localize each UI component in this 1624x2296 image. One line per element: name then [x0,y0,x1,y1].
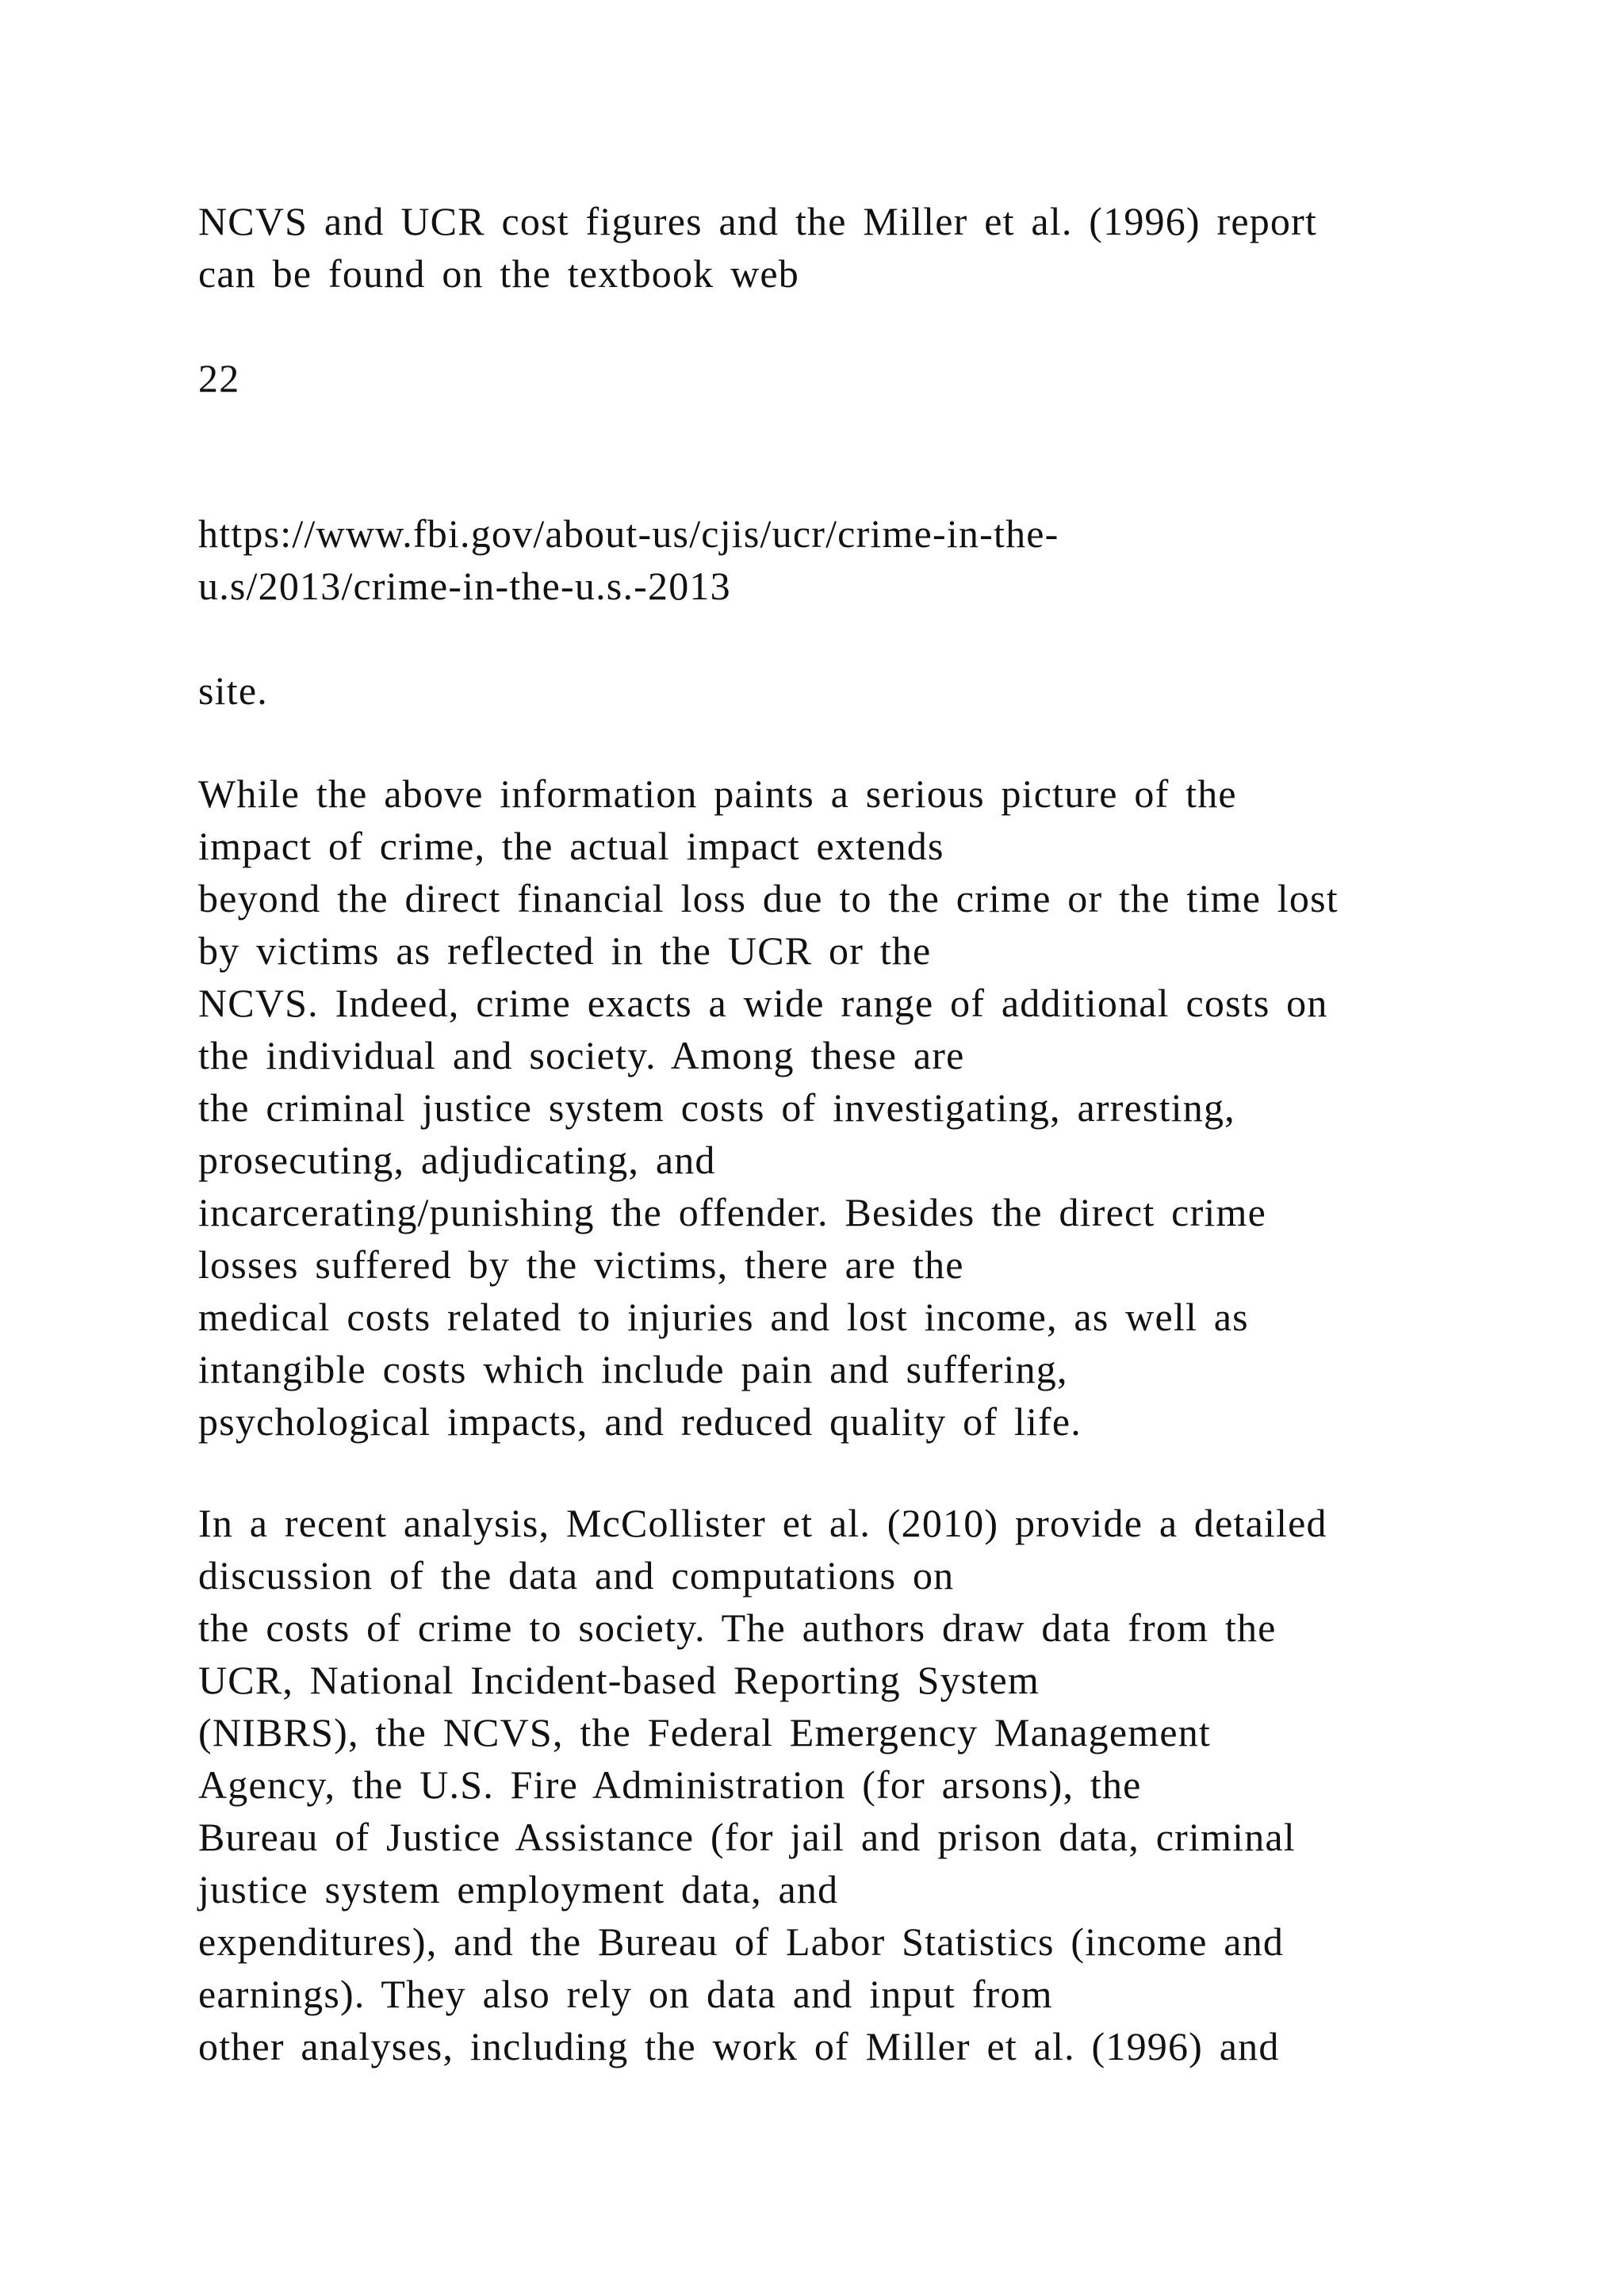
text-line: site. [198,668,268,713]
page-number [198,352,1507,404]
text-line: prosecuting, adjudicating, and [198,1138,716,1182]
text-line: the criminal justice system costs of investigating, arresting, [198,1085,1235,1130]
text-line: impact of crime, the actual impact extends [198,824,944,868]
text-line: by victims as reflected in the UCR or the [198,928,932,973]
text-line: (NIBRS), the NCVS, the Federal Emergency Management [198,1710,1212,1755]
text-line: NCVS. Indeed, crime exacts a wide range of additional costs on [198,981,1328,1025]
text-line: justice system employment data, and [198,1867,839,1911]
page-number-text: 22 [198,356,240,400]
url-line: https://www.fbi.gov/about-us/cjis/ucr/crime-in-the- [198,511,1059,556]
text-line: can be found on the textbook web [198,251,799,296]
text-line: Agency, the U.S. Fire Administration (for arsons), the [198,1762,1142,1807]
text-line: other analyses, including the work of Miller et al. (1996) and [198,2024,1280,2068]
site-end-text [198,664,1507,717]
text-line: intangible costs which include pain and suffering, [198,1347,1068,1391]
text-line: the individual and society. Among these are [198,1033,965,1077]
intro-text [198,195,1507,300]
source-url [198,507,1507,612]
text-line: expenditures), and the Bureau of Labor Statistics (income and [198,1919,1285,1964]
url-line: u.s/2013/crime-in-the-u.s.-2013 [198,564,731,608]
text-line: Bureau of Justice Assistance (for jail and prison data, criminal [198,1815,1296,1859]
text-line: beyond the direct financial loss due to the crime or the time lost [198,876,1339,920]
text-line: NCVS and UCR cost figures and the Miller et al. (1996) report [198,199,1318,243]
text-line: In a recent analysis, McCollister et al. (2010) provide a detailed [198,1501,1327,1545]
text-line: the costs of crime to society. The authors draw data from the [198,1605,1277,1650]
paragraph-mccollister-analysis [198,1497,1507,2072]
text-line: While the above information paints a serious picture of the [198,771,1237,816]
text-line: losses suffered by the victims, there are the [198,1242,964,1287]
paragraph-costs-of-crime [198,767,1507,1448]
text-line: psychological impacts, and reduced quality of life. [198,1399,1082,1444]
text-line: discussion of the data and computations on [198,1553,955,1598]
text-line: incarcerating/punishing the offender. Besides the direct crime [198,1190,1266,1234]
text-line: medical costs related to injuries and lost income, as well as [198,1295,1249,1339]
text-line: earnings). They also rely on data and input from [198,1972,1053,2016]
text-line: UCR, National Incident-based Reporting System [198,1658,1040,1702]
